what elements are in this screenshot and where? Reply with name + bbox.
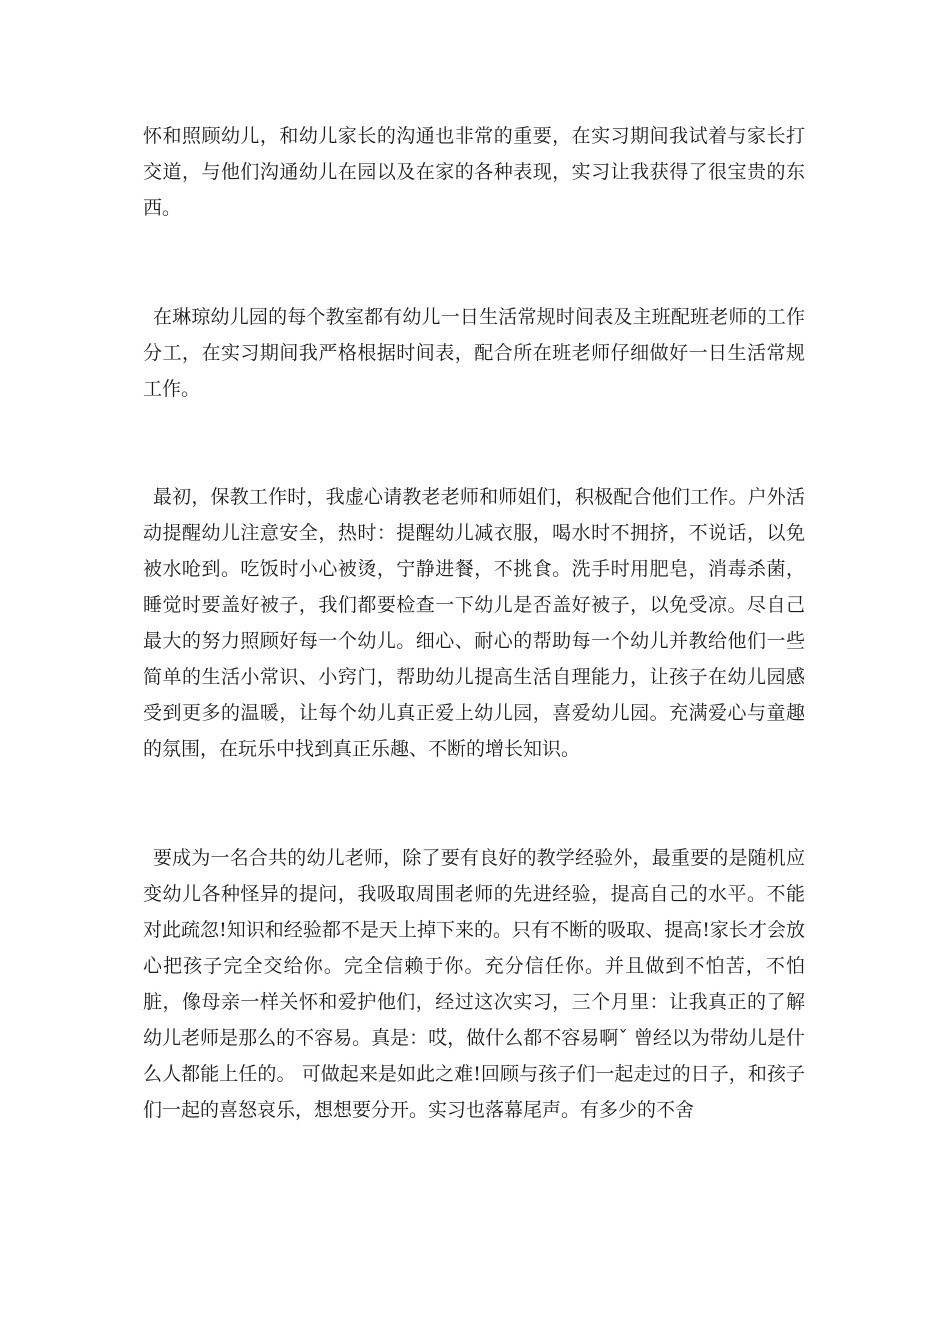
paragraph-2: 在琳琼幼儿园的每个教室都有幼儿一日生活常规时间表及主班配班老师的工作分工，在实习期间我严格根据时间表，配合所在班老师仔细做好一日生活常规工作。: [143, 306, 805, 400]
paragraph-1: 怀和照顾幼儿，和幼儿家长的沟通也非常的重要，在实习期间我试着与家长打交道，与他们沟通幼儿在园以及在家的各种表现，实习让我获得了很宝贵的东西。: [143, 125, 805, 219]
paragraph-4: 要成为一名合共的幼儿老师，除了要有良好的教学经验外，最重要的是随机应变幼儿各种怪异的提问，我吸取周围老师的先进经验，提高自己的水平。不能对此疏忽!知识和经验都不是天上掉下来的。只有不断的吸取、提高!家长才会放心把孩子完全交给你。完全信赖于你。充分信任你。并且做到不怕苦，不怕脏，像母亲一样关怀和爱护他们，经过这次实习，三个月里：让我真正的了解幼儿老师是那么的不容易。真是：哎，做什么都不容易啊ˇ 曾经以为带幼儿是什么人都能上任的。 可做起来是如此之难!回顾与孩子们一起走过的日子，和孩子们一起的喜怒哀乐，想想要分开。实习也落幕尾声。有多少的不舍: [143, 847, 805, 1121]
paragraph-3: 最初，保教工作时，我虚心请教老老师和师姐们，积极配合他们工作。户外活动提醒幼儿注意安全，热时：提醒幼儿减衣服，喝水时不拥挤，不说话，以免被水呛到。吃饭时小心被烫，宁静进餐，不挑食。洗手时用肥皂，消毒杀菌，睡觉时要盖好被子，我们都要检查一下幼儿是否盖好被子，以免受凉。尽自己最大的努力照顾好每一个幼儿。细心、耐心的帮助每一个幼儿并教给他们一些简单的生活小常识、小窍门，帮助幼儿提高生活自理能力，让孩子在幼儿园感受到更多的温暖，让每个幼儿真正爱上幼儿园，喜爱幼儿园。充满爱心与童趣的氛围，在玩乐中找到真正乐趣、不断的增长知识。: [143, 486, 805, 760]
